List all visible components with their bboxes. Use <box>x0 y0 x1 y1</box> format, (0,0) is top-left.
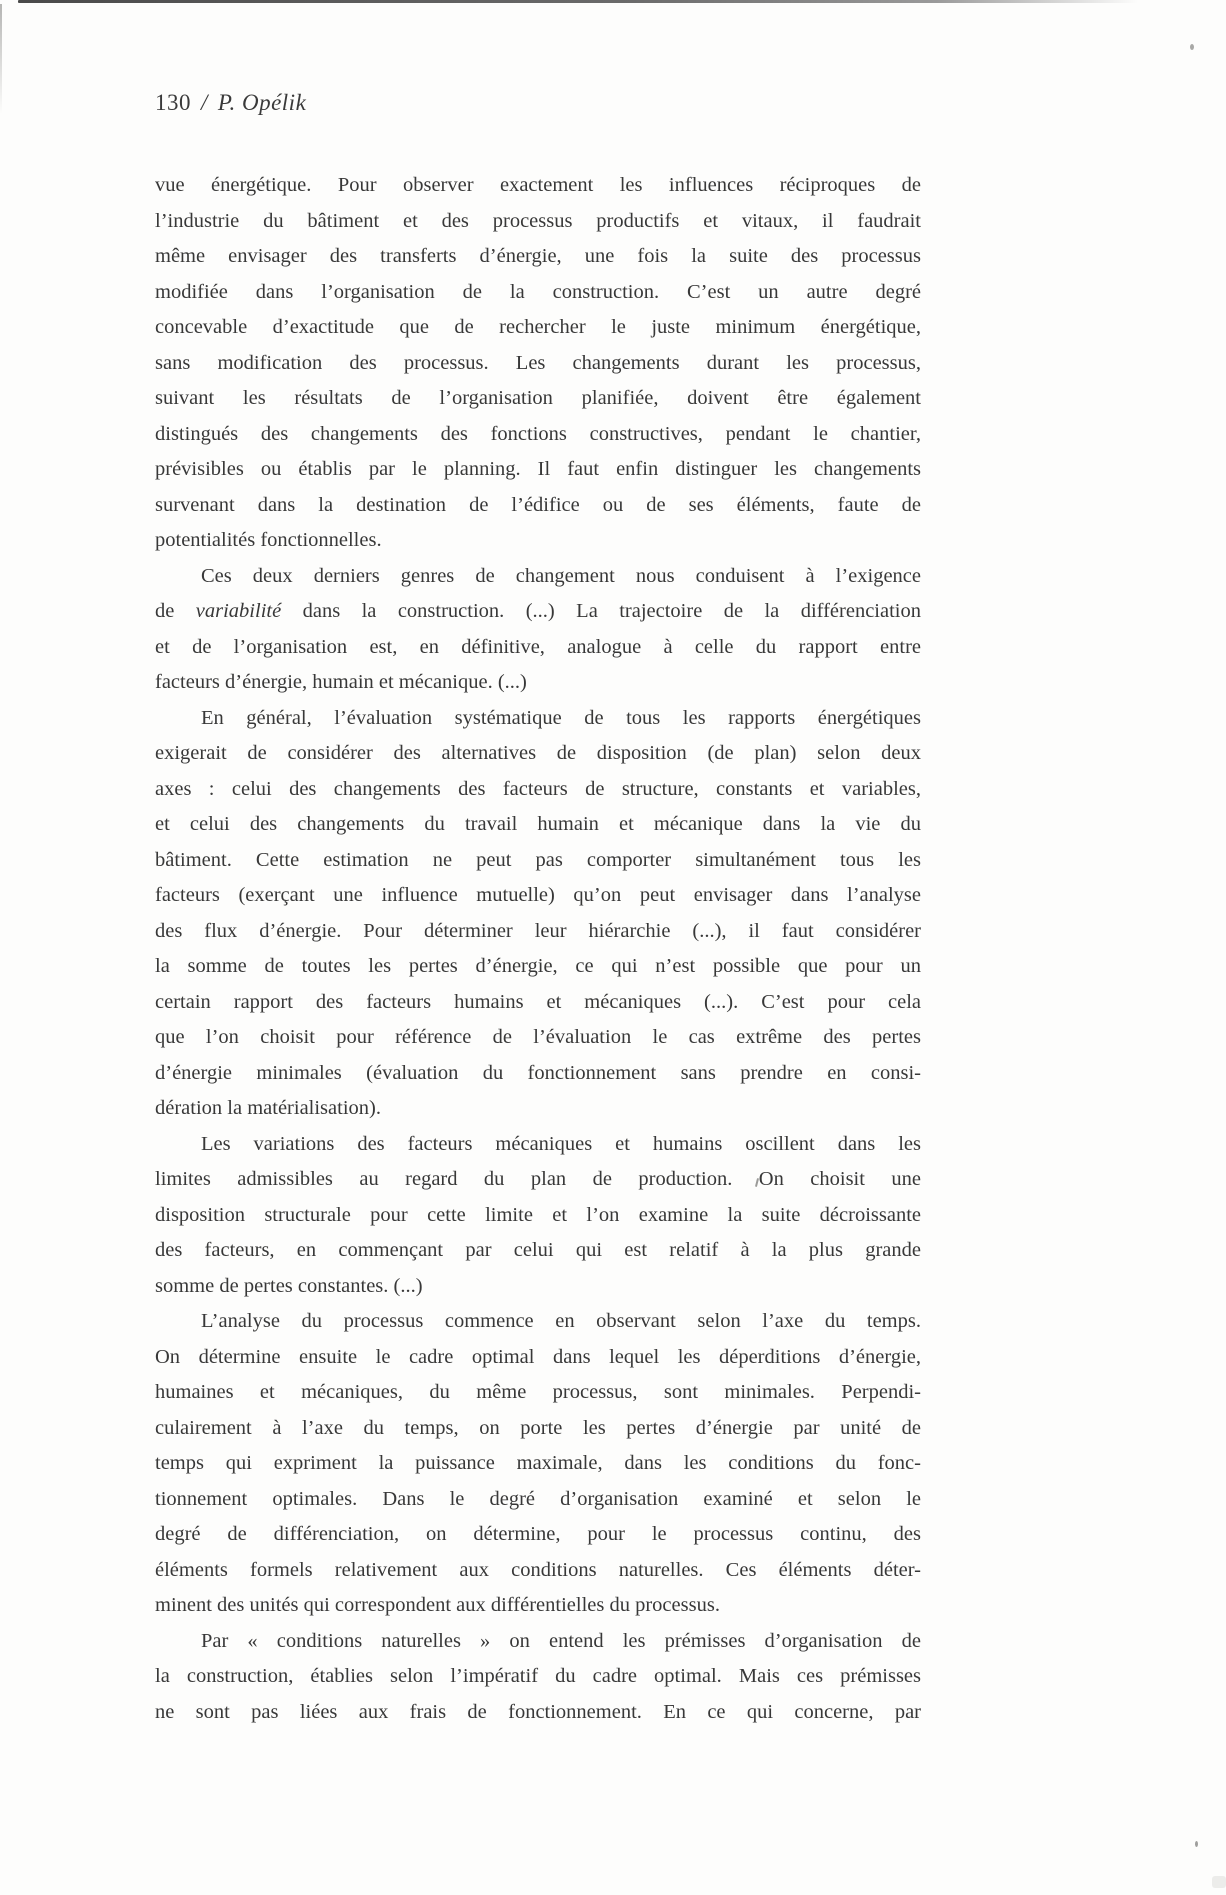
text-line: On détermine ensuite le cadre optimal dans lequel les déperditions d’énergie, <box>155 1345 921 1368</box>
text-line: la somme de toutes les pertes d’énergie, ce qui n’est possible que pour un <box>155 955 921 977</box>
scan-artifact-top-line <box>18 0 1138 3</box>
text-line: sans modification des processus. Les changements durant les processus, <box>155 351 921 374</box>
page-number: 130 <box>155 90 191 115</box>
text-line: temps qui expriment la puissance maximale, dans les conditions du fonc- <box>155 1452 921 1474</box>
scan-artifact-speck <box>1190 44 1194 50</box>
text-line: vue énergétique. Pour observer exactement les influences réciproques de <box>155 174 921 196</box>
text-line: de variabilité dans la construction. (...) La trajectoire de la différenciation <box>155 600 921 622</box>
paragraph <box>155 1127 921 1305</box>
text-line: facteurs d’énergie, humain et mécanique. (...) <box>155 671 527 693</box>
page-header <box>155 90 925 116</box>
paragraph <box>155 559 921 701</box>
paragraph <box>155 168 921 559</box>
text-line: axes : celui des changements des facteurs de structure, constants et variables, <box>155 777 921 800</box>
text-line: que l’on choisit pour référence de l’évaluation le cas extrême des pertes <box>155 1026 921 1048</box>
text-line: L’analyse du processus commence en observant selon l’axe du temps. <box>201 1310 921 1332</box>
text-line: des facteurs, en commençant par celui qui est relatif à la plus grande <box>155 1239 921 1261</box>
text-line: culairement à l’axe du temps, on porte les pertes d’énergie par unité de <box>155 1416 921 1439</box>
text-line: modifiée dans l’organisation de la construction. C’est un autre degré <box>155 280 921 303</box>
scan-artifact-speck <box>1195 1841 1198 1847</box>
text-line: humaines et mécaniques, du même processus, sont minimales. Perpendi- <box>155 1381 921 1403</box>
text-line: potentialités fonctionnelles. <box>155 529 382 551</box>
text-line: Les variations des facteurs mécaniques et humains oscillent dans les <box>201 1132 921 1155</box>
text-line: d’énergie minimales (évaluation du fonctionnement sans prendre en consi- <box>155 1061 921 1084</box>
text-line: l’industrie du bâtiment et des processus productifs et vitaux, il faudrait <box>155 209 921 232</box>
text-line: En général, l’évaluation systématique de tous les rapports énergétiques <box>201 706 921 729</box>
text-line: degré de différenciation, on détermine, pour le processus continu, des <box>155 1523 921 1545</box>
text-line: Ces deux derniers genres de changement nous conduisent à l’exigence <box>201 564 921 587</box>
text-line: facteurs (exerçant une influence mutuelle) qu’on peut envisager dans l’analyse <box>155 884 921 906</box>
text-line: distingués des changements des fonctions constructives, pendant le chantier, <box>155 422 921 445</box>
text-line: des flux d’énergie. Pour déterminer leur hiérarchie (...), il faut considérer <box>155 919 921 942</box>
text-line: somme de pertes constantes. (...) <box>155 1274 423 1297</box>
text-line: exigerait de considérer des alternatives de disposition (de plan) selon deux <box>155 742 921 764</box>
text-line: ne sont pas liées aux frais de fonctionnement. En ce qui concerne, par <box>155 1700 921 1723</box>
paragraph <box>155 1304 921 1624</box>
text-line: survenant dans la destination de l’édifice ou de ses éléments, faute de <box>155 493 921 516</box>
text-line: bâtiment. Cette estimation ne peut pas comporter simultanément tous les <box>155 848 921 871</box>
text-line: et de l’organisation est, en définitive, analogue à celle du rapport entre <box>155 635 921 658</box>
scan-artifact-smudge <box>1212 1876 1226 1888</box>
paragraph <box>155 1624 921 1731</box>
author-name: P. Opélik <box>217 90 307 115</box>
text-line: même envisager des transferts d’énergie, une fois la suite des processus <box>155 245 921 267</box>
text-line: tionnement optimales. Dans le degré d’organisation examiné et selon le <box>155 1487 921 1510</box>
text-line: concevable d’exactitude que de rechercher le juste minimum énergétique, <box>155 316 921 338</box>
text-line: et celui des changements du travail humain et mécanique dans la vie du <box>155 813 921 835</box>
text-line: minent des unités qui correspondent aux différentielles du processus. <box>155 1594 720 1616</box>
paragraph <box>155 701 921 1127</box>
scan-artifact-left-edge <box>0 4 2 114</box>
text-line: dération la matérialisation). <box>155 1097 381 1119</box>
page-body <box>155 168 921 1730</box>
text-line: la construction, établies selon l’impératif du cadre optimal. Mais ces prémisses <box>155 1665 921 1687</box>
text-line: limites admissibles au regard du plan de production. On choisit une <box>155 1168 921 1190</box>
header-separator: / <box>201 90 208 115</box>
text-line: Par « conditions naturelles » on entend les prémisses d’organisation de <box>201 1629 921 1652</box>
text-line: disposition structurale pour cette limite et l’on examine la suite décroissante <box>155 1203 921 1226</box>
text-line: certain rapport des facteurs humains et mécaniques (...). C’est pour cela <box>155 990 921 1013</box>
text-line: prévisibles ou établis par le planning. Il faut enfin distinguer les changements <box>155 458 921 480</box>
text-line: suivant les résultats de l’organisation planifiée, doivent être également <box>155 387 921 409</box>
text-line: éléments formels relativement aux conditions naturelles. Ces éléments déter- <box>155 1558 921 1581</box>
